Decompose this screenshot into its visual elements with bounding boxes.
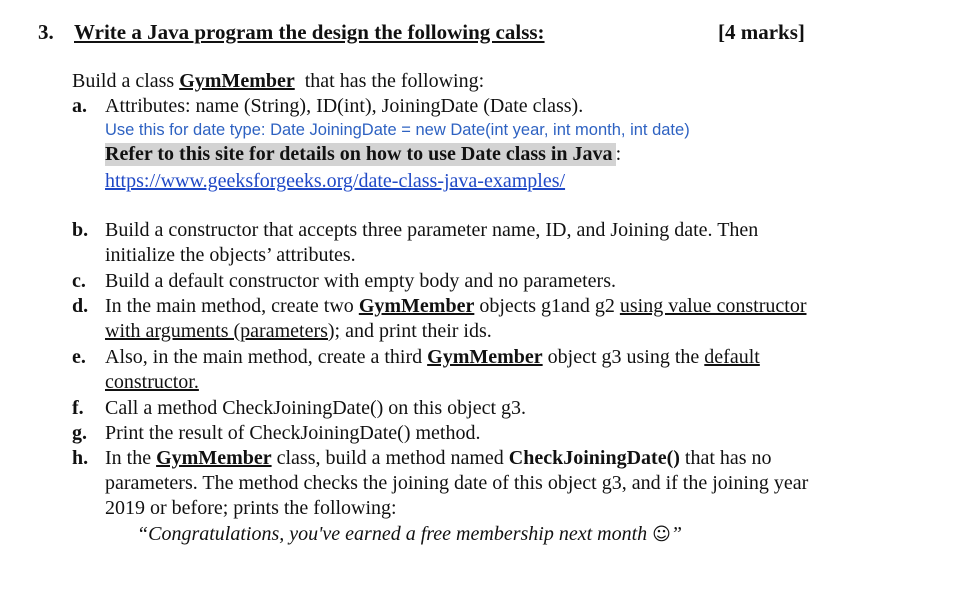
item-a-text: Attributes: name (String), ID(int), JoiningDate (Date class). [105,95,584,117]
item-d-post: and print their ids. [345,320,492,342]
item-h-label: h. [72,447,89,469]
item-h-pre: In the [105,447,152,469]
item-c-label: c. [72,270,86,292]
item-e-u1: default [704,346,760,368]
quote-close: ” [670,523,683,545]
item-c-text: Build a default constructor with empty body and no parameters. [105,270,616,292]
item-g-text: Print the result of CheckJoiningDate() method. [105,422,481,444]
item-d-label: d. [72,295,89,317]
item-e-mid: object g3 using the [547,346,700,368]
item-f-text: Call a method CheckJoiningDate() on this object g3. [105,397,527,419]
item-g-label: g. [72,422,87,444]
item-b-label: b. [72,219,89,241]
item-b-line1: Build a constructor that accepts three parameter name, ID, and Joining date. Then [105,219,759,241]
item-f-label: f. [72,397,84,419]
item-h-quote [137,523,682,546]
smiley-icon: ☺ [652,524,671,545]
item-d-line2 [105,320,492,343]
item-d-mid: objects g1and g2 [479,295,615,317]
item-e-class-name: GymMember [427,346,543,368]
item-d-class-name: GymMember [358,295,475,317]
item-e-label: e. [72,346,86,368]
quote-text: Congratulations, you've earned a free membership next month [148,523,648,545]
intro-prefix: Build a class [72,70,175,92]
item-d-pre: In the main method, create two [105,295,354,317]
item-a-refer-text: Refer to this site for details on how to use Date class in Java [105,143,616,166]
item-d-line1 [105,295,806,318]
item-h-line2: parameters. The method checks the joining date of this object g3, and if the joining year [105,472,809,494]
intro-class-name: GymMember [179,70,295,92]
item-h-post: that has no [684,447,772,469]
question-marks: [4 marks] [718,20,805,44]
intro-suffix: that has the following: [304,70,485,92]
item-a-link[interactable]: https://www.geeksforgeeks.org/date-class-java-examples/ [105,170,566,192]
question-heading [38,20,545,45]
intro-line [72,70,484,93]
item-h-method: CheckJoiningDate() [508,447,680,469]
item-e-line1 [105,346,760,369]
item-h-line1 [105,447,772,470]
question-number: 3. [38,20,54,44]
item-d-u2: with arguments (parameters); [105,320,341,342]
item-a-label: a. [72,95,87,117]
quote-open: “ [137,523,149,545]
question-title: Write a Java program the design the following calss: [74,20,545,44]
item-a-date-note: Use this for date type: Date JoiningDate = new Date(int year, int month, int date) [105,121,690,139]
item-a-refer-colon: : [615,143,622,165]
item-b-line2: initialize the objects’ attributes. [105,244,356,266]
item-h-class-name: GymMember [156,447,272,469]
item-d-u1: using value constructor [619,295,807,317]
item-e-u2: constructor. [105,371,199,393]
item-a-refer [105,143,621,166]
item-e-pre: Also, in the main method, create a third [105,346,423,368]
item-h-mid: class, build a method named [276,447,504,469]
item-h-line3: 2019 or before; prints the following: [105,497,397,519]
